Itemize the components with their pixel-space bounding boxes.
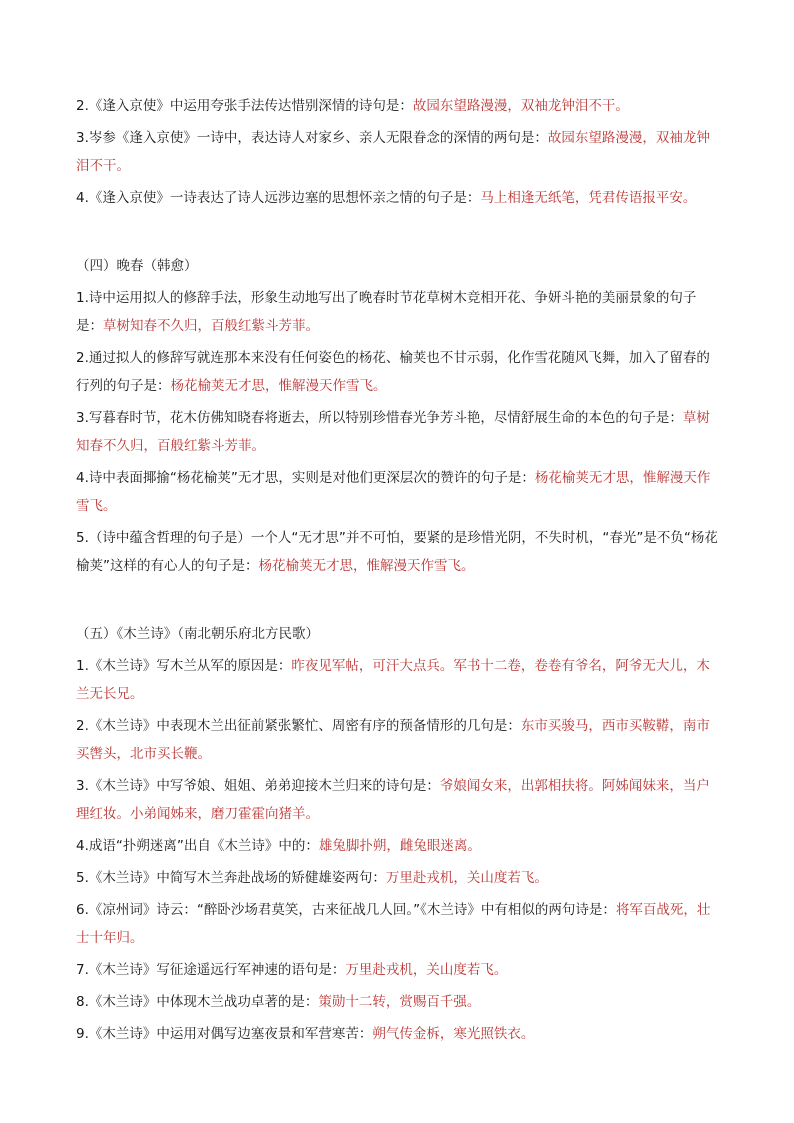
answer-text: 草树知春不久归，百般红紫斗芳菲。 bbox=[76, 410, 710, 454]
question-item bbox=[76, 956, 720, 984]
answer-text: 马上相逢无纸笔，凭君传语报平安。 bbox=[480, 190, 697, 206]
question-text: 4.《逢入京使》一诗表达了诗人远涉边塞的思想怀亲之情的句子是： bbox=[76, 190, 481, 206]
question-item bbox=[76, 864, 720, 892]
answer-text: 将军百战死，壮士十年归。 bbox=[76, 902, 711, 946]
answer-text: 昨夜见军帖，可汗大点兵。军书十二卷，卷卷有爷名，阿爷无大儿，木兰无长兄。 bbox=[76, 658, 710, 702]
section-3-list bbox=[76, 92, 720, 212]
answer-text: 爷娘闻女来，出郭相扶将。阿姊闻妹来，当户理红妆。小弟闻姊来，磨刀霍霍向猪羊。 bbox=[76, 778, 710, 822]
question-item bbox=[76, 1020, 720, 1048]
question-item bbox=[76, 404, 720, 460]
question-text: 7.《木兰诗》写征途遥远行军神速的语句是： bbox=[76, 962, 346, 978]
question-item bbox=[76, 344, 720, 400]
question-text: 3.写暮春时节，花木仿佛知晓春将逝去，所以特别珍惜春光争芳斗艳，尽情舒展生命的本色的句子是： bbox=[76, 410, 683, 426]
question-text: 2.《木兰诗》中表现木兰出征前紧张繁忙、周密有序的预备情形的几句是： bbox=[76, 718, 521, 734]
answer-text: 万里赴戎机，关山度若飞。 bbox=[385, 870, 548, 886]
question-item bbox=[76, 652, 720, 708]
answer-text: 东市买骏马，西市买鞍鞯，南市买辔头，北市买长鞭。 bbox=[76, 718, 710, 762]
answer-text: 万里赴戎机，关山度若飞。 bbox=[345, 962, 508, 978]
answer-text: 杨花榆荚无才思，惟解漫天作雪飞。 bbox=[258, 558, 475, 574]
question-text: 6.《凉州词》诗云：“醉卧沙场君莫笑，古来征战几人回。”《木兰诗》中有相似的两句诗是： bbox=[76, 902, 616, 918]
section-title: （五）《木兰诗》（南北朝乐府北方民歌） bbox=[76, 626, 319, 642]
question-item bbox=[76, 524, 720, 580]
question-item bbox=[76, 184, 720, 212]
answer-text: 故园东望路漫漫，双袖龙钟泪不干。 bbox=[76, 130, 710, 174]
question-text: 1.诗中运用拟人的修辞手法，形象生动地写出了晚春时节花草树木竞相开花、争妍斗艳的美丽景象的句子是： bbox=[76, 290, 697, 334]
question-item bbox=[76, 896, 720, 952]
answer-text: 故园东望路漫漫，双袖龙钟泪不干。 bbox=[412, 98, 629, 114]
question-text: 8.《木兰诗》中体现木兰战功卓著的是： bbox=[76, 994, 319, 1010]
question-text: 2.《逢入京使》中运用夸张手法传达惜别深情的诗句是： bbox=[76, 98, 413, 114]
answer-text: 朔气传金柝，寒光照铁衣。 bbox=[372, 1026, 535, 1042]
question-item bbox=[76, 284, 720, 340]
question-item bbox=[76, 464, 720, 520]
question-item bbox=[76, 772, 720, 828]
question-text: 5.《木兰诗》中简写木兰奔赴战场的矫健雄姿两句： bbox=[76, 870, 386, 886]
answer-text: 杨花榆荚无才思，惟解漫天作雪飞。 bbox=[76, 470, 711, 514]
answer-text: 策勋十二转，赏赐百千强。 bbox=[318, 994, 481, 1010]
question-text: 4.诗中表面揶揄“杨花榆荚”无才思，实则是对他们更深层次的赞许的句子是： bbox=[76, 470, 535, 486]
section-4 bbox=[76, 252, 720, 580]
question-text: 1.《木兰诗》写木兰从军的原因是： bbox=[76, 658, 292, 674]
answer-text: 草树知春不久归，百般红紫斗芳菲。 bbox=[103, 318, 319, 334]
question-item bbox=[76, 832, 720, 860]
document-page bbox=[76, 92, 720, 1052]
section-title: （四）晚春（韩愈） bbox=[76, 258, 198, 274]
question-text: 9.《木兰诗》中运用对偶写边塞夜景和军营寒苦： bbox=[76, 1026, 373, 1042]
answer-text: 雄兔脚扑朔，雌兔眼迷离。 bbox=[318, 838, 481, 854]
question-text: 3.岑参《逢入京使》一诗中，表达诗人对家乡、亲人无限眷念的深情的两句是： bbox=[76, 130, 548, 146]
question-item bbox=[76, 712, 720, 768]
question-item bbox=[76, 988, 720, 1016]
question-text: 5.（诗中蕴含哲理的句子是）一个人“无才思”并不可怕，要紧的是珍惜光阴，不失时机，“春光”是不负“杨花榆荚”这样的有心人的句子是： bbox=[76, 530, 718, 574]
question-text: 2.通过拟人的修辞写就连那本来没有任何姿色的杨花、榆荚也不甘示弱，化作雪花随风飞舞，加入了留春的行列的句子是： bbox=[76, 350, 710, 394]
question-text: 3.《木兰诗》中写爷娘、姐姐、弟弟迎接木兰归来的诗句是： bbox=[76, 778, 440, 794]
answer-text: 杨花榆荚无才思，惟解漫天作雪飞。 bbox=[170, 378, 387, 394]
question-text: 4.成语“扑朔迷离”出自《木兰诗》中的： bbox=[76, 838, 319, 854]
question-item bbox=[76, 124, 720, 180]
question-item bbox=[76, 92, 720, 120]
section-5 bbox=[76, 620, 720, 1048]
